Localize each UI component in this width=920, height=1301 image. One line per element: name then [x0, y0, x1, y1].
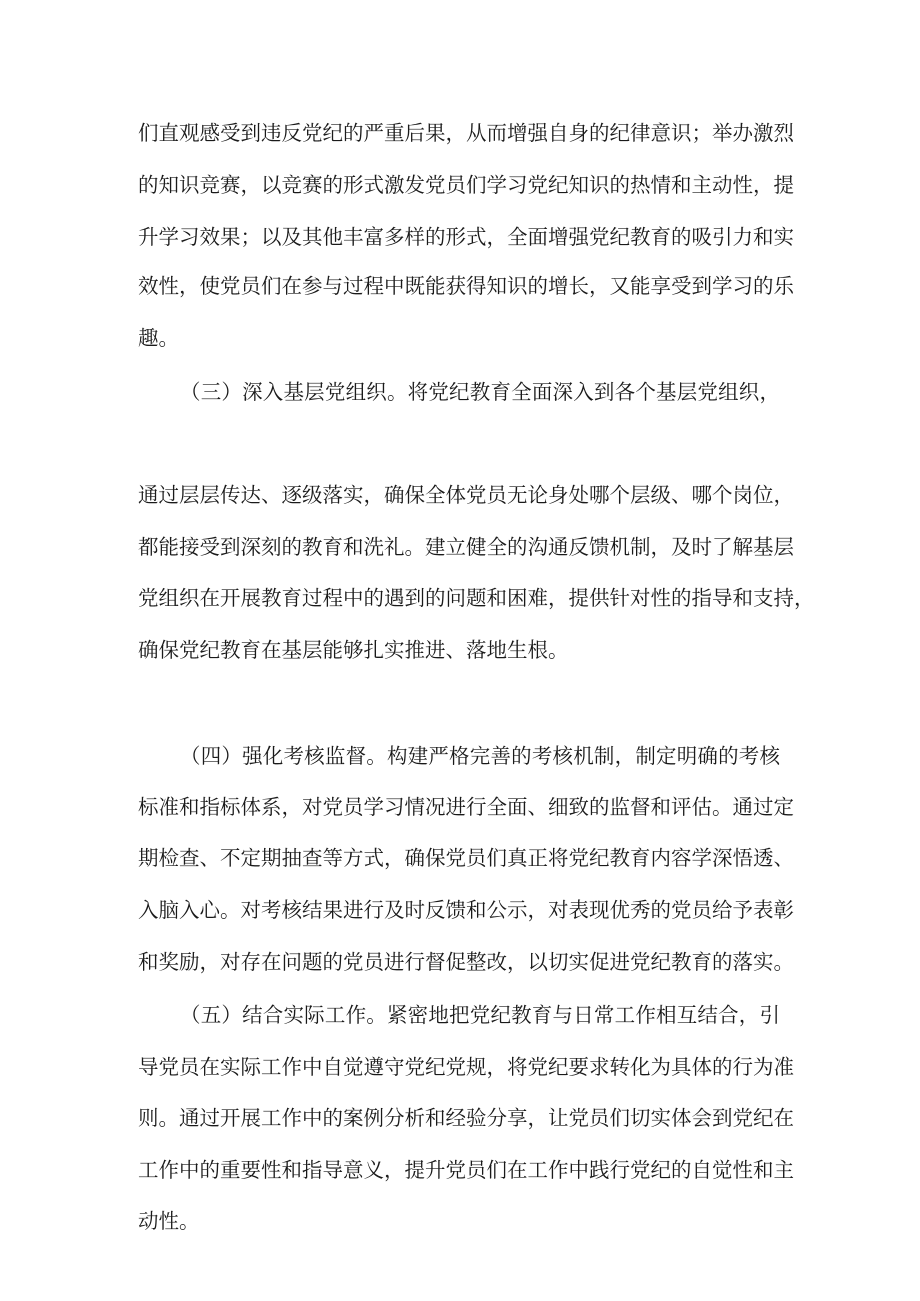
section-heading-line: （四）强化考核监督。构建严格完善的考核机制，制定明确的考核	[180, 744, 780, 768]
text-line: 都能接受到深刻的教育和洗礼。建立健全的沟通反馈机制，及时了解基层	[138, 535, 794, 559]
text-line: 通过层层传达、逐级落实，确保全体党员无论身处哪个层级、哪个岗位，	[138, 483, 794, 507]
text-line: 标准和指标体系，对党员学习情况进行全面、细致的监督和评估。通过定	[138, 795, 794, 819]
text-line: 动性。	[138, 1209, 200, 1233]
text-line: 升学习效果；以及其他丰富多样的形式，全面增强党纪教育的吸引力和实	[138, 225, 794, 249]
text-line: 确保党纪教育在基层能够扎实推进、落地生根。	[138, 638, 569, 662]
text-line: 趣。	[138, 326, 179, 350]
text-line: 们直观感受到违反党纪的严重后果，从而增强自身的纪律意识；举办激烈	[138, 121, 794, 145]
section-heading-line: （三）深入基层党组织。将党纪教育全面深入到各个基层党组织，	[180, 380, 780, 404]
text-line: 效性，使党员们在参与过程中既能获得知识的增长，又能享受到学习的乐	[138, 274, 794, 298]
text-line: 期检查、不定期抽查等方式，确保党员们真正将党纪教育内容学深悟透、	[138, 846, 794, 870]
text-line: 党组织在开展教育过程中的遇到的问题和困难，提供针对性的指导和支持，	[138, 586, 815, 610]
text-line: 和奖励，对存在问题的党员进行督促整改，以切实促进党纪教育的落实。	[138, 950, 794, 974]
text-line: 入脑入心。对考核结果进行及时反馈和公示，对表现优秀的党员给予表彰	[138, 898, 794, 922]
text-line: 导党员在实际工作中自觉遵守党纪党规，将党纪要求转化为具体的行为准	[138, 1055, 794, 1079]
text-line: 则。通过开展工作中的案例分析和经验分享，让党员们切实体会到党纪在	[138, 1106, 794, 1130]
section-heading-line: （五）结合实际工作。紧密地把党纪教育与日常工作相互结合，引	[180, 1003, 780, 1027]
text-line: 的知识竞赛，以竞赛的形式激发党员们学习党纪知识的热情和主动性，提	[138, 173, 794, 197]
text-line: 工作中的重要性和指导意义，提升党员们在工作中践行党纪的自觉性和主	[138, 1158, 794, 1182]
